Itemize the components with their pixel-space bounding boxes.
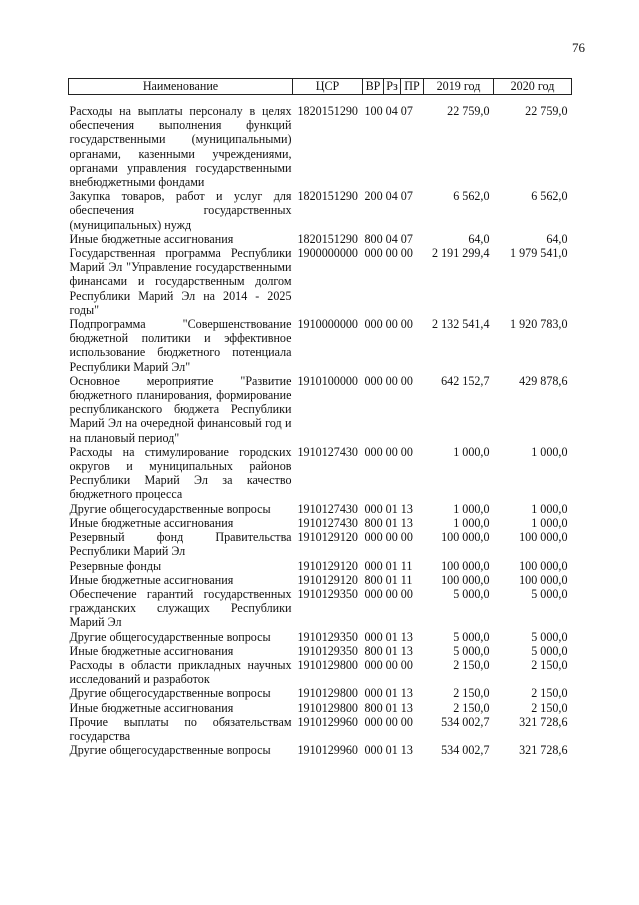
row-csr: 1910129960 xyxy=(297,743,358,758)
row-csr: 1820151290 xyxy=(297,231,358,246)
row-y2020: 2 150,0 xyxy=(531,700,568,715)
row-y2019: 642 152,7 xyxy=(441,373,490,388)
row-vr: 100 xyxy=(364,104,383,118)
row-rz: 00 xyxy=(385,444,398,459)
row-pr: 00 xyxy=(400,246,413,261)
row-name: Закупка товаров, работ и услуг для обеспечения государственных (муниципальных) нужд xyxy=(69,189,292,232)
row-name: Иные бюджетные ассигнования xyxy=(69,231,234,246)
row-pr: 13 xyxy=(400,643,413,658)
row-name: Подпрограмма "Совершенствование бюджетной политики и эффективное использование бюджетного потенциала Республики Марий Эл" xyxy=(69,317,292,374)
header-csr: ЦСР xyxy=(293,79,363,95)
row-vr: 800 xyxy=(364,231,383,246)
row-vr: 000 xyxy=(364,501,383,516)
row-codes xyxy=(363,630,424,644)
row-name: Другие общегосударственные вопросы xyxy=(69,501,271,516)
row-y2019: 64,0 xyxy=(468,231,490,246)
table-row xyxy=(69,587,572,630)
row-y2020: 1 979 541,0 xyxy=(510,246,568,261)
table-row xyxy=(69,530,572,558)
row-csr: 1820151290 xyxy=(297,104,358,118)
row-rz: 01 xyxy=(385,743,398,758)
header-name: Наименование xyxy=(69,79,293,95)
row-name: Иные бюджетные ассигнования xyxy=(69,515,234,530)
row-csr: 1910127430 xyxy=(297,444,358,459)
row-rz: 01 xyxy=(385,501,398,516)
row-rz: 00 xyxy=(385,246,398,261)
header-2019: 2019 год xyxy=(424,79,494,95)
row-rz: 04 xyxy=(385,104,398,118)
row-y2020: 100 000,0 xyxy=(519,558,568,573)
row-name: Иные бюджетные ассигнования xyxy=(69,572,234,587)
row-y2020: 321 728,6 xyxy=(519,743,568,758)
row-y2020: 1 000,0 xyxy=(531,515,568,530)
row-codes xyxy=(363,743,424,757)
row-codes xyxy=(363,559,424,573)
row-pr: 00 xyxy=(400,586,413,601)
row-pr: 00 xyxy=(400,373,413,388)
row-vr: 000 xyxy=(364,558,383,573)
table-row xyxy=(69,502,572,516)
row-codes xyxy=(363,516,424,530)
row-y2020: 2 150,0 xyxy=(531,686,568,701)
row-y2019: 1 000,0 xyxy=(453,501,490,516)
row-vr: 800 xyxy=(364,643,383,658)
row-name: Резервные фонды xyxy=(69,558,162,573)
row-y2020: 429 878,6 xyxy=(519,373,568,388)
row-rz: 00 xyxy=(385,373,398,388)
row-pr: 00 xyxy=(400,530,413,545)
row-vr: 000 xyxy=(364,629,383,644)
table-row xyxy=(69,95,572,190)
row-name: Расходы в области прикладных научных исследований и разработок xyxy=(69,657,292,687)
row-y2019: 5 000,0 xyxy=(453,629,490,644)
row-vr: 000 xyxy=(364,743,383,758)
header-2020: 2020 год xyxy=(494,79,572,95)
table-row xyxy=(69,701,572,715)
row-csr: 1910129800 xyxy=(297,700,358,715)
header-pr: ПР xyxy=(401,79,424,95)
table-row xyxy=(69,715,572,743)
row-y2019: 5 000,0 xyxy=(453,643,490,658)
row-pr: 00 xyxy=(400,714,413,729)
row-pr: 13 xyxy=(400,501,413,516)
row-csr: 1910129120 xyxy=(297,558,358,573)
row-pr: 07 xyxy=(400,231,413,246)
row-y2019: 2 150,0 xyxy=(453,686,490,701)
row-pr: 11 xyxy=(400,572,413,587)
row-csr: 1820151290 xyxy=(297,189,358,204)
table-row xyxy=(69,686,572,700)
row-pr: 00 xyxy=(400,657,413,672)
row-pr: 00 xyxy=(400,317,413,332)
row-codes xyxy=(363,658,424,686)
row-name: Иные бюджетные ассигнования xyxy=(69,643,234,658)
table-row xyxy=(69,317,572,374)
row-csr: 1910000000 xyxy=(297,317,358,332)
row-vr: 200 xyxy=(364,189,383,204)
row-pr: 07 xyxy=(400,104,413,118)
row-y2019: 1 000,0 xyxy=(453,515,490,530)
row-codes xyxy=(363,701,424,715)
row-rz: 00 xyxy=(385,317,398,332)
row-vr: 000 xyxy=(364,373,383,388)
row-codes xyxy=(363,502,424,516)
row-y2019: 2 132 541,4 xyxy=(432,317,490,332)
row-rz: 00 xyxy=(385,586,398,601)
row-csr: 1910129120 xyxy=(297,530,358,545)
row-y2020: 6 562,0 xyxy=(531,189,568,204)
row-vr: 000 xyxy=(364,586,383,601)
row-rz: 04 xyxy=(385,189,398,204)
row-pr: 13 xyxy=(400,629,413,644)
row-name: Основное мероприятие "Развитие бюджетного планирования, формирование республиканского бюджета Республики Марий Эл на очередной финансовый год и на плановый период" xyxy=(69,373,292,445)
table-body xyxy=(69,95,572,758)
row-codes xyxy=(363,715,424,743)
row-rz: 01 xyxy=(385,629,398,644)
row-name: Расходы на выплаты персоналу в целях обеспечения выполнения функций государственными (муниципальными) органами, казенными учреждениями, органами управления государственными внебюджетными фондами xyxy=(69,104,292,190)
row-codes xyxy=(363,587,424,630)
row-name: Государственная программа Республики Марий Эл "Управление государственными финансами и государственным долгом Республики Марий Эл на 2014 - 2025 годы" xyxy=(69,246,292,317)
row-y2019: 5 000,0 xyxy=(453,586,490,601)
row-y2019: 1 000,0 xyxy=(453,444,490,459)
row-codes xyxy=(363,317,424,374)
row-y2020: 1 000,0 xyxy=(531,501,568,516)
row-name: Другие общегосударственные вопросы xyxy=(69,629,271,644)
page-number: 76 xyxy=(572,40,585,55)
row-rz: 01 xyxy=(385,643,398,658)
table-row xyxy=(69,658,572,686)
row-y2019: 100 000,0 xyxy=(441,572,490,587)
row-codes xyxy=(363,232,424,246)
row-name: Другие общегосударственные вопросы xyxy=(69,686,271,701)
row-y2019: 2 150,0 xyxy=(453,700,490,715)
row-csr: 1910127430 xyxy=(297,501,358,516)
table-header-row xyxy=(69,79,572,95)
row-codes xyxy=(363,246,424,317)
row-csr: 1910100000 xyxy=(297,373,358,388)
row-y2020: 5 000,0 xyxy=(531,586,568,601)
row-csr: 1910129350 xyxy=(297,586,358,601)
row-pr: 13 xyxy=(400,686,413,701)
table-row xyxy=(69,630,572,644)
row-y2020: 321 728,6 xyxy=(519,714,568,729)
row-pr: 07 xyxy=(400,189,413,204)
row-y2020: 64,0 xyxy=(546,231,568,246)
table-row xyxy=(69,189,572,232)
row-pr: 00 xyxy=(400,444,413,459)
row-codes xyxy=(363,189,424,232)
row-y2019: 534 002,7 xyxy=(441,743,490,758)
row-y2020: 100 000,0 xyxy=(519,530,568,545)
row-csr: 1900000000 xyxy=(297,246,358,261)
row-vr: 000 xyxy=(364,317,383,332)
row-y2019: 6 562,0 xyxy=(453,189,490,204)
table-row xyxy=(69,246,572,317)
row-vr: 000 xyxy=(364,657,383,672)
row-vr: 800 xyxy=(364,572,383,587)
row-vr: 800 xyxy=(364,700,383,715)
table-row xyxy=(69,374,572,445)
row-y2019: 100 000,0 xyxy=(441,558,490,573)
row-codes xyxy=(363,530,424,558)
row-name: Иные бюджетные ассигнования xyxy=(69,700,234,715)
table-row xyxy=(69,743,572,757)
row-pr: 13 xyxy=(400,700,413,715)
row-codes xyxy=(363,95,424,190)
row-codes xyxy=(363,445,424,502)
row-csr: 1910127430 xyxy=(297,515,358,530)
row-name: Расходы на стимулирование городских округов и муниципальных районов Республики Марий Эл за качество бюджетного процесса xyxy=(69,444,292,502)
row-rz: 01 xyxy=(385,572,398,587)
row-csr: 1910129800 xyxy=(297,657,358,672)
row-y2020: 1 000,0 xyxy=(531,444,568,459)
row-name: Резервный фонд Правительства Республики Марий Эл xyxy=(69,530,292,559)
row-codes xyxy=(363,644,424,658)
row-csr: 1910129960 xyxy=(297,714,358,729)
row-y2019: 22 759,0 xyxy=(447,104,490,118)
row-codes xyxy=(363,374,424,445)
row-vr: 000 xyxy=(364,714,383,729)
row-rz: 01 xyxy=(385,686,398,701)
row-y2020: 1 920 783,0 xyxy=(510,317,568,332)
table-row xyxy=(69,516,572,530)
table-row xyxy=(69,644,572,658)
row-y2020: 5 000,0 xyxy=(531,643,568,658)
row-vr: 000 xyxy=(364,444,383,459)
row-csr: 1910129120 xyxy=(297,572,358,587)
table-row xyxy=(69,559,572,573)
row-pr: 13 xyxy=(400,515,413,530)
row-csr: 1910129800 xyxy=(297,686,358,701)
row-y2019: 2 191 299,4 xyxy=(432,246,490,261)
row-y2019: 100 000,0 xyxy=(441,530,490,545)
row-y2019: 2 150,0 xyxy=(453,657,490,672)
row-rz: 01 xyxy=(385,558,398,573)
row-vr: 000 xyxy=(364,246,383,261)
row-pr: 13 xyxy=(400,743,413,758)
budget-table xyxy=(68,78,572,757)
row-name: Обеспечение гарантий государственных гражданских служащих Республики Марий Эл xyxy=(69,586,292,630)
table-row xyxy=(69,232,572,246)
header-vr: ВР xyxy=(363,79,384,95)
row-rz: 00 xyxy=(385,530,398,545)
row-y2019: 534 002,7 xyxy=(441,714,490,729)
header-rz: Рз xyxy=(384,79,401,95)
row-rz: 01 xyxy=(385,515,398,530)
row-rz: 00 xyxy=(385,657,398,672)
row-name: Прочие выплаты по обязательствам государства xyxy=(69,714,292,743)
row-rz: 01 xyxy=(385,700,398,715)
row-codes xyxy=(363,686,424,700)
row-pr: 11 xyxy=(400,558,413,573)
row-name: Другие общегосударственные вопросы xyxy=(69,743,271,758)
row-vr: 800 xyxy=(364,515,383,530)
row-csr: 1910129350 xyxy=(297,629,358,644)
row-codes xyxy=(363,573,424,587)
row-rz: 04 xyxy=(385,231,398,246)
table-row xyxy=(69,573,572,587)
row-csr: 1910129350 xyxy=(297,643,358,658)
row-y2020: 22 759,0 xyxy=(525,104,568,118)
row-y2020: 100 000,0 xyxy=(519,572,568,587)
row-vr: 000 xyxy=(364,530,383,545)
row-y2020: 5 000,0 xyxy=(531,629,568,644)
row-vr: 000 xyxy=(364,686,383,701)
row-y2020: 2 150,0 xyxy=(531,657,568,672)
table-row xyxy=(69,445,572,502)
row-rz: 00 xyxy=(385,714,398,729)
